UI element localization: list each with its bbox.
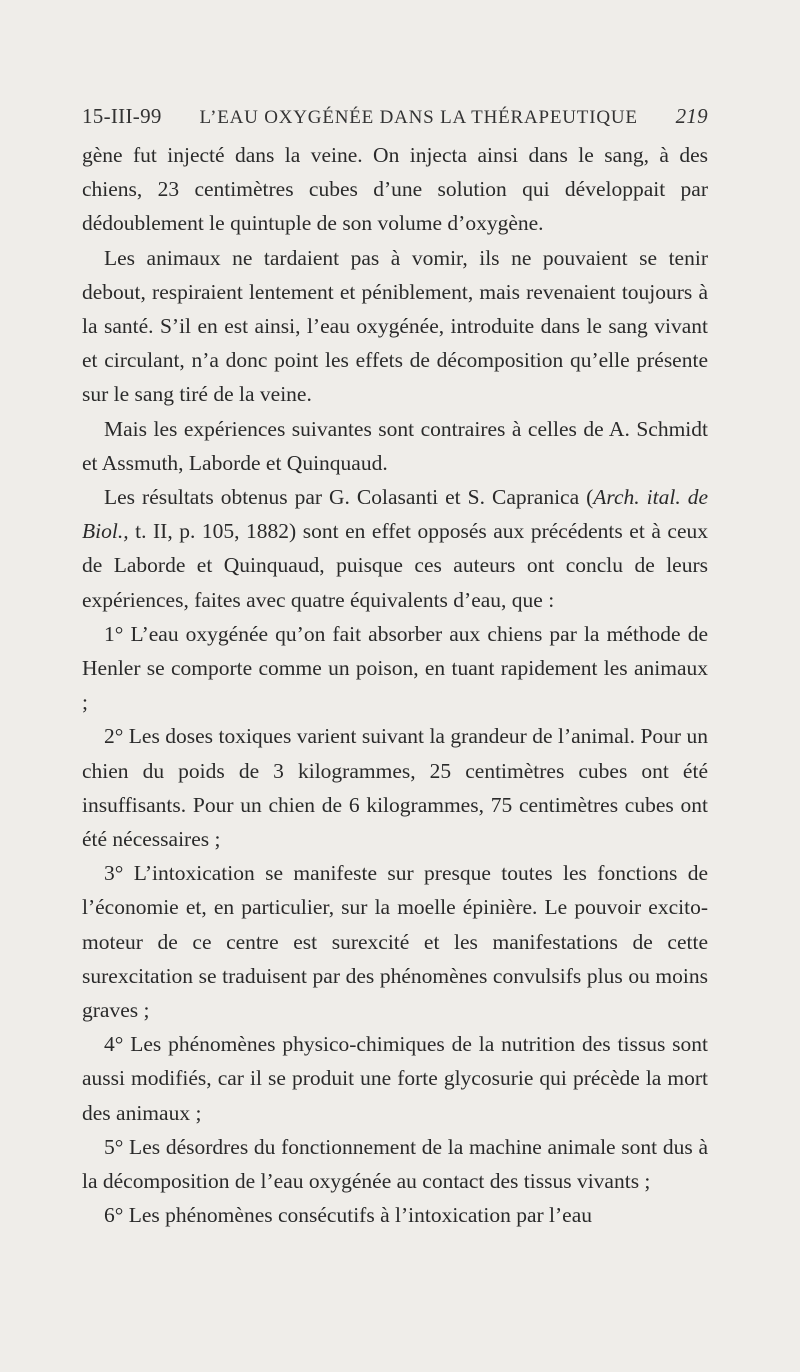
paragraph-4-text-after: t. II, p. 105, 1882) sont en effet opposés aux précédents et à ceux de Laborde et Quinquaud, puisque ces auteurs ont conclu de leurs expériences, faites avec quatre équivalents d’eau, que : [82,519,708,612]
citation-journal: Arch. ital. de Biol., [82,485,709,544]
body-text [82,138,708,1233]
page-number: 219 [675,104,708,128]
header-date: 15-III-99 [82,104,162,128]
list-item-1: 1° L’eau oxygénée qu’on fait absorber aux chiens par la méthode de Henler se comporte comme un poison, en tuant rapidement les animaux ; [82,621,708,715]
paragraph-1: gène fut injecté dans la veine. On injecta ainsi dans le sang, à des chiens, 23 centimètres cubes d’une solution qui développait par dédoublement le quintuple de son volume d’oxygène. [82,143,708,236]
paragraph-4 [82,480,708,617]
list-item-3: 3° L’intoxication se manifeste sur presque toutes les fonctions de l’économie et, en particulier, sur la moelle épinière. Le pouvoir excito-moteur de ce centre est surexcité et les manifestations de cette surexcitation se traduisent par des phénomènes convulsifs plus ou moins graves ; [82,861,708,1023]
paragraph-4-text-before: Les résultats obtenus par G. Colasanti et S. Capranica ( [104,485,594,510]
list-item-2: 2° Les doses toxiques varient suivant la grandeur de l’animal. Pour un chien du poids de 3 kilogrammes, 25 centimètres cubes ont été insuffisants. Pour un chien de 6 kilogrammes, 75 centimètres cubes ont été nécessaires ; [82,724,708,852]
list-item-5: 5° Les désordres du fonctionnement de la machine animale sont dus à la décomposition de l’eau oxygénée au contact des tissus vivants ; [82,1134,708,1194]
paragraph-2: Les animaux ne tardaient pas à vomir, ils ne pouvaient se tenir debout, respiraient lentement et péniblement, mais revenaient toujours à la santé. S’il en est ainsi, l’eau oxygénée, introduite dans le sang vivant et circulant, n’a donc point les effets de décomposition qu’elle présente sur le sang tiré de la veine. [82,245,708,407]
list-item-4: 4° Les phénomènes physico-chimiques de la nutrition des tissus sont aussi modifiés, car il se produit une forte glycosurie qui précède la mort des animaux ; [82,1032,708,1125]
list-item-6: 6° Les phénomènes consécutifs à l’intoxication par l’eau [104,1203,593,1228]
paragraph-3: Mais les expériences suivantes sont contraires à celles de A. Schmidt et Assmuth, Laborde et Quinquaud. [82,416,708,475]
running-head [82,104,708,129]
header-title: L’EAU OXYGÉNÉE DANS LA THÉRAPEUTIQUE [199,107,638,128]
